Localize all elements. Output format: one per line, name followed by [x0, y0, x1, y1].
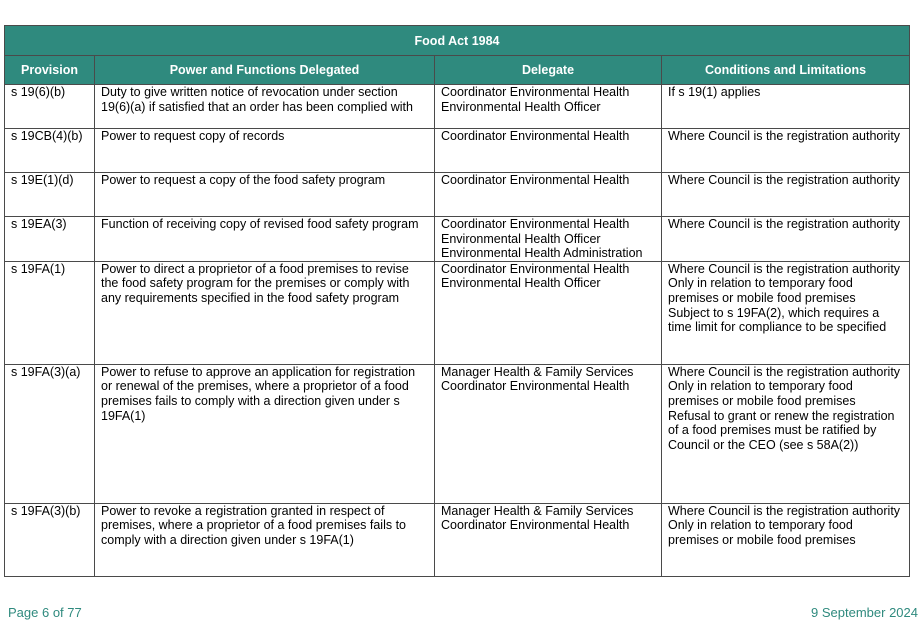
condition-entry: Where Council is the registration authority	[668, 364, 901, 379]
cell-power: Power to refuse to approve an application for registration or renewal of the premises, where a proprietor of a food premises fails to comply with a direction given under s 19FA(1)	[95, 364, 435, 503]
delegate-entry: Coordinator Environmental Health	[441, 518, 630, 533]
condition-entry: Only in relation to temporary food premises or mobile food premises	[668, 379, 856, 408]
cell-provision: s 19FA(3)(a)	[5, 364, 95, 503]
table-row	[5, 503, 910, 576]
cell-delegate	[435, 85, 662, 129]
condition-entry: Where Council is the registration authority	[668, 261, 901, 276]
table-row	[5, 261, 910, 364]
cell-delegate	[435, 364, 662, 503]
cell-provision: s 19EA(3)	[5, 217, 95, 262]
cell-conditions	[662, 85, 910, 129]
cell-conditions	[662, 129, 910, 173]
cell-provision: s 19(6)(b)	[5, 85, 95, 129]
cell-power: Function of receiving copy of revised food safety program	[95, 217, 435, 262]
condition-entry: Refusal to grant or renew the registration of a food premises must be ratified by Council or the CEO (see s 58A(2))	[668, 408, 895, 452]
cell-power: Power to direct a proprietor of a food premises to revise the food safety program for the premises or comply with any requirements specified in the food safety program	[95, 261, 435, 364]
delegate-entry: Manager Health & Family Services	[441, 364, 634, 379]
delegate-entry: Coordinator Environmental Health	[441, 85, 630, 99]
cell-conditions	[662, 217, 910, 262]
delegate-entry: Manager Health & Family Services	[441, 503, 634, 518]
page-number: Page 6 of 77	[8, 605, 82, 620]
condition-entry: If s 19(1) applies	[668, 85, 761, 99]
cell-conditions	[662, 364, 910, 503]
cell-delegate	[435, 129, 662, 173]
condition-entry: Where Council is the registration authority	[668, 503, 901, 518]
delegate-entry: Environmental Health Officer	[441, 276, 601, 291]
cell-provision: s 19E(1)(d)	[5, 173, 95, 217]
cell-provision: s 19CB(4)(b)	[5, 129, 95, 173]
cell-power: Power to request a copy of the food safety program	[95, 173, 435, 217]
cell-delegate	[435, 173, 662, 217]
delegate-entry: Environmental Health Officer	[441, 99, 601, 114]
table-title: Food Act 1984	[5, 26, 910, 56]
cell-delegate	[435, 217, 662, 262]
cell-conditions	[662, 261, 910, 364]
delegate-entry: Coordinator Environmental Health	[441, 379, 630, 394]
condition-entry: Where Council is the registration authority	[668, 129, 901, 143]
delegate-entry: Coordinator Environmental Health	[441, 129, 630, 143]
cell-delegate	[435, 503, 662, 576]
table-row	[5, 217, 910, 262]
table-body	[5, 85, 910, 577]
cell-conditions	[662, 503, 910, 576]
header-conditions: Conditions and Limitations	[662, 56, 910, 85]
delegate-entry: Coordinator Environmental Health	[441, 173, 630, 187]
header-provision: Provision	[5, 56, 95, 85]
delegation-table	[4, 25, 910, 577]
condition-entry: Only in relation to temporary food premises or mobile food premises	[668, 276, 856, 305]
delegate-entry: Environmental Health Officer	[441, 231, 601, 246]
cell-power: Power to revoke a registration granted in respect of premises, where a proprietor of a food premises fails to comply with a direction given under s 19FA(1)	[95, 503, 435, 576]
condition-entry: Where Council is the registration authority	[668, 217, 901, 231]
footer-date: 9 September 2024	[811, 605, 918, 620]
cell-provision: s 19FA(1)	[5, 261, 95, 364]
condition-entry: Only in relation to temporary food premises or mobile food premises	[668, 518, 856, 547]
delegate-entry: Coordinator Environmental Health	[441, 217, 630, 231]
condition-entry: Subject to s 19FA(2), which requires a time limit for compliance to be specified	[668, 305, 887, 335]
header-power: Power and Functions Delegated	[95, 56, 435, 85]
delegate-entry: Environmental Health Administration	[441, 246, 643, 261]
table-row	[5, 173, 910, 217]
table-row	[5, 129, 910, 173]
cell-delegate	[435, 261, 662, 364]
table-row	[5, 364, 910, 503]
table-row	[5, 85, 910, 129]
cell-power: Duty to give written notice of revocation under section 19(6)(a) if satisfied that an order has been complied with	[95, 85, 435, 129]
cell-provision: s 19FA(3)(b)	[5, 503, 95, 576]
header-delegate: Delegate	[435, 56, 662, 85]
cell-conditions	[662, 173, 910, 217]
condition-entry: Where Council is the registration authority	[668, 173, 901, 187]
cell-power: Power to request copy of records	[95, 129, 435, 173]
delegate-entry: Coordinator Environmental Health	[441, 261, 630, 276]
